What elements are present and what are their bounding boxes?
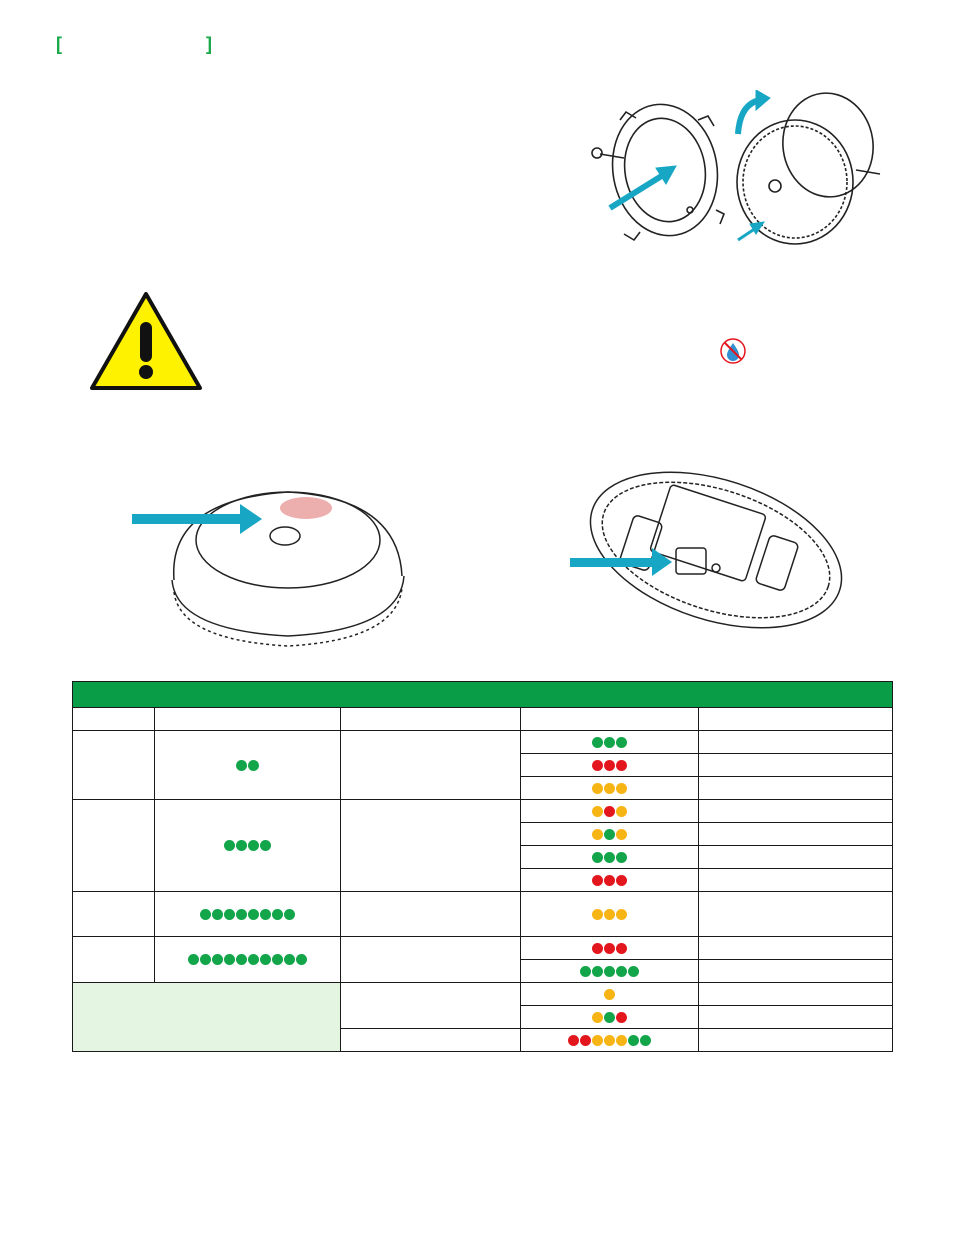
mode-cell [73, 892, 155, 937]
red-led-icon [616, 875, 627, 886]
yellow-led-icon [592, 1012, 603, 1023]
led-pattern [521, 829, 698, 840]
green-led-icon [212, 954, 223, 965]
green-led-icon [616, 852, 627, 863]
led-pattern [521, 909, 698, 920]
led-pattern [521, 783, 698, 794]
led-response-cell [521, 777, 699, 800]
green-led-icon [200, 954, 211, 965]
led-response-cell [521, 823, 699, 846]
led-pattern [521, 1035, 698, 1046]
meaning-cell [699, 892, 893, 937]
table-row [73, 731, 893, 754]
led-pattern [521, 966, 698, 977]
green-led-icon [200, 909, 211, 920]
table-title-bar [73, 682, 893, 708]
yellow-led-icon [616, 1035, 627, 1046]
green-led-icon [260, 909, 271, 920]
green-led-icon [604, 852, 615, 863]
green-led-icon [284, 909, 295, 920]
red-led-icon [592, 943, 603, 954]
mode-cell [73, 800, 155, 892]
led-response-cell [521, 869, 699, 892]
meaning-cell [699, 731, 893, 754]
yellow-led-icon [604, 909, 615, 920]
yellow-led-icon [604, 1035, 615, 1046]
green-led-icon [188, 954, 199, 965]
green-led-icon [272, 954, 283, 965]
yellow-led-icon [616, 909, 627, 920]
led-response-cell [521, 731, 699, 754]
green-led-icon [628, 966, 639, 977]
action-cell [341, 937, 521, 983]
mounting-bracket-illustration [580, 90, 900, 250]
table-row [73, 892, 893, 937]
detector-top-illustration [128, 480, 418, 650]
green-led-icon [248, 760, 259, 771]
meaning-cell [699, 754, 893, 777]
yellow-led-icon [604, 989, 615, 1000]
action-cell [341, 892, 521, 937]
green-led-icon [224, 909, 235, 920]
yellow-led-icon [616, 829, 627, 840]
header-cell [521, 708, 699, 731]
green-led-icon [236, 909, 247, 920]
yellow-led-icon [616, 806, 627, 817]
yellow-led-icon [592, 1035, 603, 1046]
red-led-icon [604, 875, 615, 886]
red-led-icon [568, 1035, 579, 1046]
press-pattern-cell [155, 731, 341, 800]
meaning-cell [699, 1029, 893, 1052]
led-response-cell [521, 1006, 699, 1029]
green-led-icon [604, 737, 615, 748]
meaning-cell [699, 1006, 893, 1029]
yellow-led-icon [592, 806, 603, 817]
meaning-cell [699, 823, 893, 846]
green-led-icon [592, 852, 603, 863]
led-response-cell [521, 800, 699, 823]
yellow-led-icon [592, 783, 603, 794]
led-pattern [521, 989, 698, 1000]
table-row [73, 800, 893, 823]
led-response-cell [521, 846, 699, 869]
green-led-icon [224, 840, 235, 851]
meaning-cell [699, 846, 893, 869]
detector-inside-illustration [566, 458, 856, 638]
green-led-icon [272, 909, 283, 920]
yellow-led-icon [592, 909, 603, 920]
red-led-icon [616, 760, 627, 771]
red-led-icon [604, 943, 615, 954]
green-led-icon [248, 840, 259, 851]
yellow-led-icon [592, 829, 603, 840]
header-cell [341, 708, 521, 731]
led-pattern [521, 852, 698, 863]
led-pattern [155, 909, 340, 920]
red-led-icon [616, 943, 627, 954]
green-led-icon [628, 1035, 639, 1046]
green-led-icon [212, 909, 223, 920]
red-led-icon [604, 806, 615, 817]
press-pattern-cell [155, 800, 341, 892]
led-response-cell [521, 960, 699, 983]
led-response-cell [521, 937, 699, 960]
meaning-cell [699, 800, 893, 823]
section-bracket-close: ] [206, 34, 212, 54]
led-response-cell [521, 892, 699, 937]
led-pattern [521, 943, 698, 954]
green-led-icon [604, 829, 615, 840]
green-led-icon [640, 1035, 651, 1046]
press-pattern-cell [155, 937, 341, 983]
green-led-icon [592, 966, 603, 977]
red-led-icon [592, 760, 603, 771]
green-led-icon [616, 737, 627, 748]
green-led-icon [260, 954, 271, 965]
section-bracket-open: [ [56, 34, 62, 54]
led-response-cell [521, 983, 699, 1006]
table-row [73, 937, 893, 960]
red-led-icon [604, 760, 615, 771]
led-pattern [155, 840, 340, 851]
green-led-icon [604, 1012, 615, 1023]
action-cell [341, 731, 521, 800]
action-cell [341, 800, 521, 892]
led-pattern [155, 760, 340, 771]
header-cell [155, 708, 341, 731]
table-row [73, 983, 893, 1006]
led-pattern [521, 737, 698, 748]
led-pattern [155, 954, 340, 965]
meaning-cell [699, 869, 893, 892]
green-led-icon [284, 954, 295, 965]
green-led-icon [260, 840, 271, 851]
green-led-icon [248, 954, 259, 965]
green-led-icon [236, 760, 247, 771]
green-led-icon [248, 909, 259, 920]
red-led-icon [616, 1012, 627, 1023]
led-response-cell [521, 754, 699, 777]
led-response-cell [521, 1029, 699, 1052]
green-led-icon [296, 954, 307, 965]
action-cell [341, 983, 521, 1029]
meaning-cell [699, 777, 893, 800]
green-led-icon [236, 954, 247, 965]
action-cell [341, 1029, 521, 1052]
warning-triangle-icon [88, 290, 204, 392]
meaning-cell [699, 937, 893, 960]
green-led-icon [224, 954, 235, 965]
led-status-table [72, 681, 893, 1052]
red-led-icon [580, 1035, 591, 1046]
red-led-icon [592, 875, 603, 886]
meaning-cell [699, 983, 893, 1006]
led-pattern [521, 1012, 698, 1023]
led-pattern [521, 875, 698, 886]
mode-cell [73, 731, 155, 800]
meaning-cell [699, 960, 893, 983]
led-pattern [521, 806, 698, 817]
green-led-icon [604, 966, 615, 977]
shaded-cell [73, 983, 341, 1052]
green-led-icon [616, 966, 627, 977]
green-led-icon [236, 840, 247, 851]
no-water-icon [719, 337, 747, 365]
mode-cell [73, 937, 155, 983]
yellow-led-icon [604, 783, 615, 794]
led-pattern [521, 760, 698, 771]
green-led-icon [580, 966, 591, 977]
yellow-led-icon [616, 783, 627, 794]
header-cell [73, 708, 155, 731]
press-pattern-cell [155, 892, 341, 937]
table-header-row [73, 708, 893, 731]
green-led-icon [592, 737, 603, 748]
header-cell [699, 708, 893, 731]
